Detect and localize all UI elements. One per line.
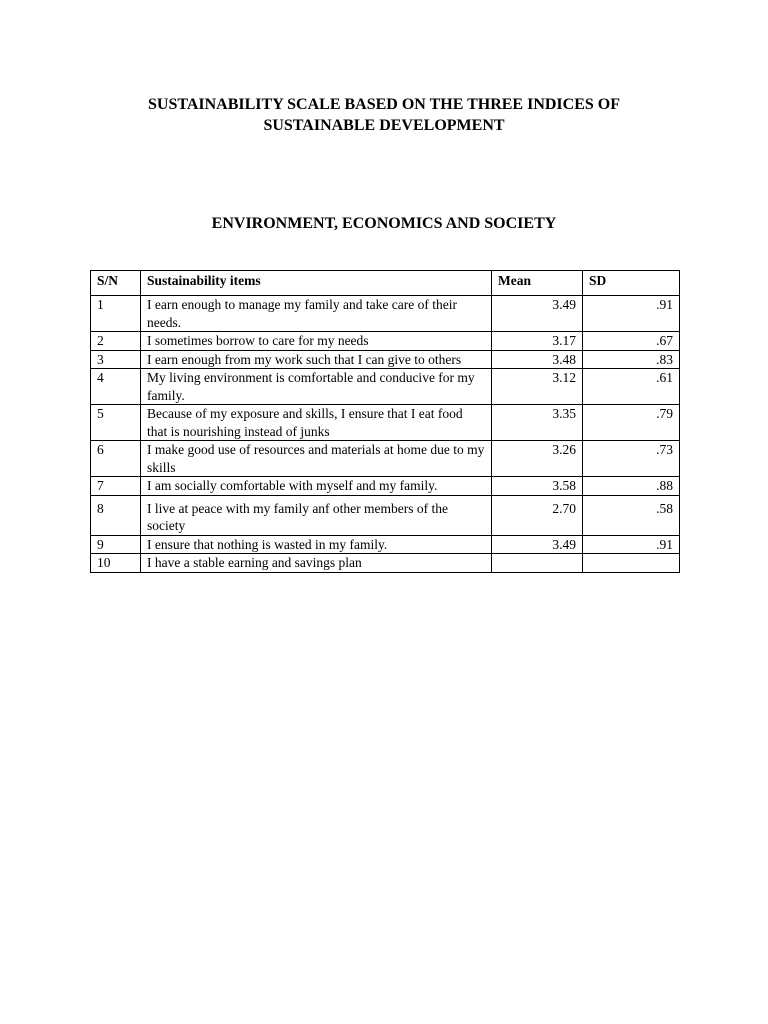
row-mean: 3.49 bbox=[492, 535, 583, 554]
document-subtitle: ENVIRONMENT, ECONOMICS AND SOCIETY bbox=[211, 215, 557, 232]
header-item: Sustainability items bbox=[141, 271, 492, 296]
row-mean: 3.12 bbox=[492, 369, 583, 405]
sustainability-table bbox=[90, 270, 680, 573]
row-item: I am socially comfortable with myself and my family. bbox=[141, 477, 492, 496]
row-sd: .61 bbox=[583, 369, 680, 405]
row-item: I earn enough to manage my family and take care of their needs. bbox=[141, 296, 492, 332]
document-title-line-2: SUSTAINABLE DEVELOPMENT bbox=[263, 117, 505, 134]
table-row bbox=[91, 350, 680, 369]
header-sd: SD bbox=[583, 271, 680, 296]
table-row bbox=[91, 405, 680, 441]
row-sn: 10 bbox=[91, 554, 141, 573]
row-item: I sometimes borrow to care for my needs bbox=[141, 332, 492, 351]
row-mean: 2.70 bbox=[492, 495, 583, 535]
row-sn: 7 bbox=[91, 477, 141, 496]
table-row bbox=[91, 369, 680, 405]
row-sd: .58 bbox=[583, 495, 680, 535]
table-row bbox=[91, 441, 680, 477]
table-row bbox=[91, 495, 680, 535]
row-sd: .79 bbox=[583, 405, 680, 441]
row-item: I live at peace with my family anf other members of the society bbox=[141, 495, 492, 535]
table-row bbox=[91, 554, 680, 573]
row-mean: 3.26 bbox=[492, 441, 583, 477]
header-sn: S/N bbox=[91, 271, 141, 296]
row-sd: .73 bbox=[583, 441, 680, 477]
row-item: I ensure that nothing is wasted in my family. bbox=[141, 535, 492, 554]
row-sn: 1 bbox=[91, 296, 141, 332]
row-item: My living environment is comfortable and conducive for my family. bbox=[141, 369, 492, 405]
row-item: I have a stable earning and savings plan bbox=[141, 554, 492, 573]
row-sn: 4 bbox=[91, 369, 141, 405]
table-row bbox=[91, 296, 680, 332]
row-sd: .88 bbox=[583, 477, 680, 496]
row-mean: 3.49 bbox=[492, 296, 583, 332]
row-mean: 3.48 bbox=[492, 350, 583, 369]
row-mean: 3.58 bbox=[492, 477, 583, 496]
row-item: Because of my exposure and skills, I ensure that I eat food that is nourishing instead of junks bbox=[141, 405, 492, 441]
table-row bbox=[91, 477, 680, 496]
row-sn: 9 bbox=[91, 535, 141, 554]
header-mean: Mean bbox=[492, 271, 583, 296]
table-header-row bbox=[91, 271, 680, 296]
row-mean: 3.35 bbox=[492, 405, 583, 441]
row-sd bbox=[583, 554, 680, 573]
row-sn: 8 bbox=[91, 495, 141, 535]
table-row bbox=[91, 332, 680, 351]
row-sn: 5 bbox=[91, 405, 141, 441]
row-sd: .83 bbox=[583, 350, 680, 369]
row-sd: .67 bbox=[583, 332, 680, 351]
row-item: I earn enough from my work such that I can give to others bbox=[141, 350, 492, 369]
table-row bbox=[91, 535, 680, 554]
row-mean bbox=[492, 554, 583, 573]
row-sn: 3 bbox=[91, 350, 141, 369]
row-sd: .91 bbox=[583, 296, 680, 332]
row-sn: 6 bbox=[91, 441, 141, 477]
row-mean: 3.17 bbox=[492, 332, 583, 351]
row-item: I make good use of resources and materials at home due to my skills bbox=[141, 441, 492, 477]
row-sd: .91 bbox=[583, 535, 680, 554]
row-sn: 2 bbox=[91, 332, 141, 351]
document-title-line-1: SUSTAINABILITY SCALE BASED ON THE THREE INDICES OF bbox=[148, 96, 620, 113]
